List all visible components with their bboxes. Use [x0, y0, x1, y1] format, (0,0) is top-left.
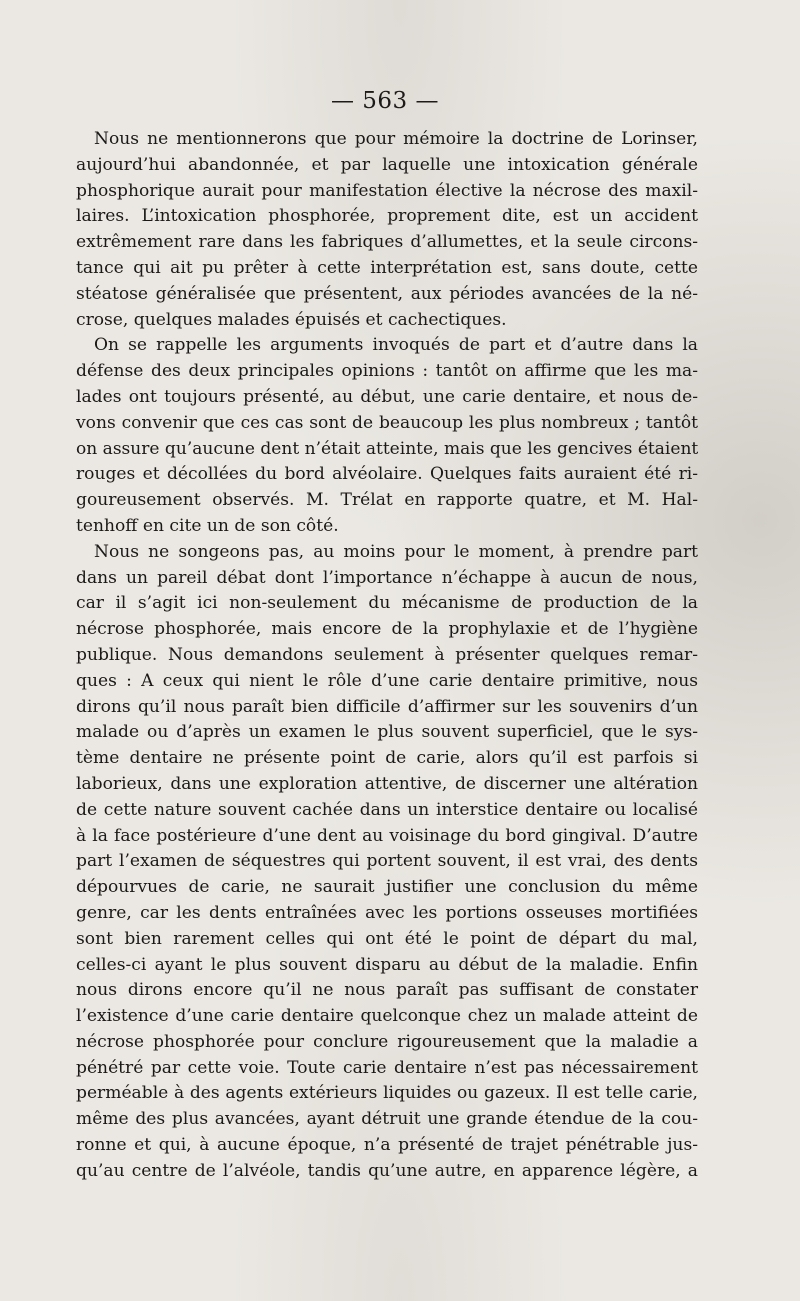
text-line: qu’au centre de l’alvéole, tandis qu’une autre, en apparence légère, a [76, 1160, 698, 1181]
text-line: dirons qu’il nous paraît bien difficile d’affirmer sur les souvenirs d’un [76, 696, 698, 717]
text-line: nécrose phosphorée, mais encore de la prophylaxie et de l’hygiène [76, 619, 698, 640]
text-line: tance qui ait pu prêter à cette interprétation est, sans doute, cette [76, 257, 698, 278]
text-line: tème dentaire ne présente point de carie, alors qu’il est parfois si [76, 748, 698, 769]
text-line: laires. L’intoxication phosphorée, proprement dite, est un accident [76, 206, 698, 227]
text-line: car il s’agit ici non-seulement du mécanisme de production de la [76, 593, 698, 614]
text-line: nécrose phosphorée pour conclure rigoureusement que la maladie a [76, 1031, 698, 1052]
text-line: ronne et qui, à aucune époque, n’a présenté de trajet pénétrable jus- [76, 1135, 698, 1156]
text-line: l’existence d’une carie dentaire quelconque chez un malade atteint de [76, 1006, 698, 1027]
text-line: aujourd’hui abandonnée, et par laquelle une intoxication générale [76, 154, 698, 175]
body-text [76, 127, 698, 1185]
text-line: genre, car les dents entraînées avec les portions osseuses mortifiées [76, 902, 698, 923]
text-line: dépourvues de carie, ne saurait justifier une conclusion du même [76, 877, 698, 898]
text-line: de cette nature souvent cachée dans un interstice dentaire ou localisé [76, 799, 698, 820]
text-line: Nous ne mentionnerons que pour mémoire la doctrine de Lorinser, [94, 129, 698, 149]
text-line: même des plus avancées, ayant détruit une grande étendue de la cou- [76, 1109, 698, 1130]
text-line: crose, quelques malades épuisés et cachectiques. [76, 309, 507, 330]
text-line: stéatose généralisée que présentent, aux périodes avancées de la né- [76, 283, 698, 304]
text-line: publique. Nous demandons seulement à présenter quelques remar- [76, 644, 698, 665]
text-line: perméable à des agents extérieurs liquides ou gazeux. Il est telle carie, [76, 1083, 698, 1104]
text-line: malade ou d’après un examen le plus souvent superficiel, que le sys- [76, 722, 698, 743]
text-line: tenhoff en cite un de son côté. [76, 515, 339, 536]
text-line: pénétré par cette voie. Toute carie dentaire n’est pas nécessairement [76, 1057, 698, 1078]
text-line: Nous ne songeons pas, au moins pour le moment, à prendre part [94, 541, 698, 562]
text-line: On se rappelle les arguments invoqués de part et d’autre dans la [94, 335, 698, 356]
text-line: défense des deux principales opinions : tantôt on affirme que les ma- [76, 361, 698, 382]
text-line: à la face postérieure d’une dent au voisinage du bord gingival. D’autre [76, 825, 698, 846]
text-line: nous dirons encore qu’il ne nous paraît pas suffisant de constater [76, 980, 698, 1001]
text-line: sont bien rarement celles qui ont été le point de départ du mal, [76, 928, 698, 949]
text-line: extrêmement rare dans les fabriques d’allumettes, et la seule circons- [76, 232, 698, 253]
text-line: ques : A ceux qui nient le rôle d’une carie dentaire primitive, nous [76, 670, 698, 691]
text-line: vons convenir que ces cas sont de beaucoup les plus nombreux ; tantôt [76, 412, 698, 433]
text-line: rouges et décollées du bord alvéolaire. Quelques faits auraient été ri- [76, 464, 698, 485]
text-line: lades ont toujours présenté, au début, une carie dentaire, et nous de- [76, 386, 698, 407]
text-line: on assure qu’aucune dent n’était atteinte, mais que les gencives étaient [76, 438, 699, 459]
text-line: phosphorique aurait pour manifestation élective la nécrose des maxil- [76, 180, 698, 201]
page-number: — 563 — [330, 88, 440, 114]
text-line: dans un pareil débat dont l’importance n’échappe à aucun de nous, [76, 567, 698, 588]
text-line: laborieux, dans une exploration attentive, de discerner une altération [76, 773, 698, 794]
text-line: celles-ci ayant le plus souvent disparu au début de la maladie. Enfin [76, 954, 698, 975]
text-line: part l’examen de séquestres qui portent souvent, il est vrai, des dents [76, 851, 698, 872]
text-line: goureusement observés. M. Trélat en rapporte quatre, et M. Hal- [76, 490, 698, 511]
